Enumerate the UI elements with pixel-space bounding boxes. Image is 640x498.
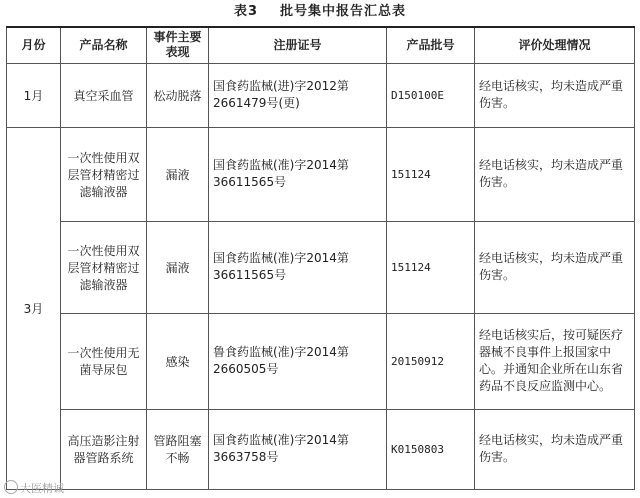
cell-evaluation: 经电话核实，均未造成严重伤害。 <box>475 63 635 127</box>
cell-product: 一次性使用双层管材精密过滤输液器 <box>61 127 147 221</box>
cell-batch: 151124 <box>387 127 475 221</box>
cell-batch: K0150803 <box>387 409 475 489</box>
cell-event: 管路阻塞不畅 <box>147 409 209 489</box>
cell-registration: 鲁食药监械(准)字2014第2660505号 <box>209 313 387 409</box>
header-product-name: 产品名称 <box>61 27 147 63</box>
header-evaluation: 评价处理情况 <box>475 27 635 63</box>
cell-event: 感染 <box>147 313 209 409</box>
weibo-icon <box>4 480 18 494</box>
table-number: 表3 <box>233 4 259 19</box>
cell-product: 高压造影注射器管路系统 <box>61 409 147 489</box>
table-row <box>7 313 635 409</box>
header-registration-no: 注册证号 <box>209 27 387 63</box>
table-title: 批号集中报告汇总表 <box>280 4 407 19</box>
batch-report-summary-table <box>6 26 635 490</box>
cell-evaluation: 经电话核实，均未造成严重伤害。 <box>475 221 635 313</box>
header-batch-no: 产品批号 <box>387 27 475 63</box>
cell-event: 松动脱落 <box>147 63 209 127</box>
cell-product: 真空采血管 <box>61 63 147 127</box>
cell-batch: 20150912 <box>387 313 475 409</box>
cell-evaluation: 经电话核实后，按可疑医疗器械不良事件上报国家中心。并通知企业所在山东省药品不良反应监测中心。 <box>475 313 635 409</box>
header-main-event: 事件主要表现 <box>147 27 209 63</box>
table-row <box>7 127 635 221</box>
cell-registration: 国食药监械(进)字2012第2661479号(更) <box>209 63 387 127</box>
cell-month: 3月 <box>7 127 61 489</box>
cell-registration: 国食药监械(准)字2014第3663758号 <box>209 409 387 489</box>
cell-month: 1月 <box>7 63 61 127</box>
cell-batch: D150100E <box>387 63 475 127</box>
header-row <box>7 27 635 63</box>
header-month: 月份 <box>7 27 61 63</box>
cell-event: 漏液 <box>147 221 209 313</box>
cell-registration: 国食药监械(准)字2014第36611565号 <box>209 127 387 221</box>
cell-registration: 国食药监械(准)字2014第36611565号 <box>209 221 387 313</box>
watermark-text: 大医精诚 <box>20 482 64 495</box>
cell-product: 一次性使用无菌导尿包 <box>61 313 147 409</box>
cell-evaluation: 经电话核实，均未造成严重伤害。 <box>475 409 635 489</box>
table-caption <box>0 0 640 24</box>
table-row <box>7 63 635 127</box>
watermark <box>4 480 64 496</box>
table-row <box>7 409 635 489</box>
cell-evaluation: 经电话核实，均未造成严重伤害。 <box>475 127 635 221</box>
table-row <box>7 221 635 313</box>
cell-event: 漏液 <box>147 127 209 221</box>
cell-batch: 151124 <box>387 221 475 313</box>
cell-product: 一次性使用双层管材精密过滤输液器 <box>61 221 147 313</box>
